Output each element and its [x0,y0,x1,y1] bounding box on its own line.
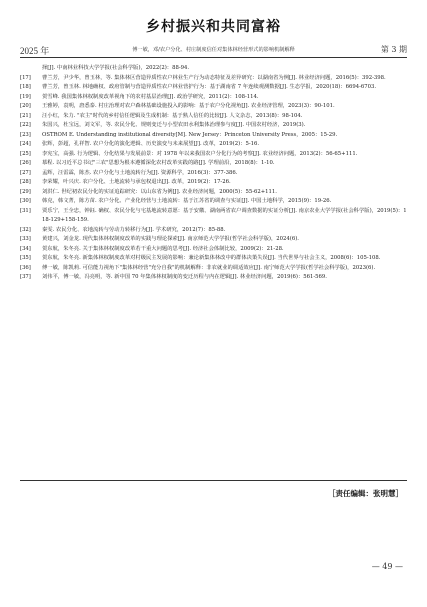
article-title: 傅一敏，邓/农户分化、村庄制度信任对集体林经营形式的影响机制解释 [132,47,295,53]
reference-text: 曹兰芳，尹少华，曾玉林，等. 集体林区营造异质性农户林业生产行为动态特征及差异研究：以湖南省为例[J]. 林业经济问题，2016(5)：392-398. [42,74,386,81]
responsible-editor: ［责任编辑：张明慧］ [328,489,403,498]
reference-number: [24] [20,141,31,147]
reference-text: 秦雯. 农民分化、农地流转与劳动力转移行为[J]. 学术研究，2012(7)：85-88. [42,226,226,233]
reference-number: [21] [20,112,31,119]
reference-item [20,226,407,236]
reference-item [20,131,407,141]
reference-text: 汪小红，朱力. "农主"时代的乡村信任逻辑及生成机制：基于熟人信任的比较[J]. 人文杂志，2013(8)：98-104. [42,112,303,119]
reference-number: [28] [20,179,31,185]
reference-number: [17] [20,74,31,81]
reference-item [20,74,407,84]
header-rule [20,57,407,58]
reference-list [20,64,407,283]
reference-item [20,150,407,160]
reference-text: 张辉，彭超，孔祥智. 农户分化的演化逻辑、历史演变与未来展望[J]. 改革，2019(2)：5-16. [42,141,260,147]
reference-text: OSTROM E. Understanding institutional diversity[M]. New Jersey：Princeton University Press，2005：15-29. [42,131,338,138]
journal-title: 乡村振兴和共同富裕 [146,19,281,35]
reference-text: 黄建兴，刘金龙. 现代集体林权制度改革的实践与理论探索[J]. 南京师范大学学报(哲学社会科学版)，2024(6). [42,236,299,242]
reference-text: 刘伟平，傅一敏，冯亮明，等. 新中国 70 年集体林权制度的变迁历程与内在逻辑[J]. 林业经济问题，2019(6)：561-569. [42,274,327,280]
issue-number: 第 3 期 [380,45,407,54]
reference-number: [36] [20,264,31,271]
reference-item [20,235,407,245]
reference-number: [29] [20,188,31,195]
reference-number: [32] [20,226,31,233]
reference-number: [33] [20,236,31,242]
reference-item [20,112,407,122]
reference-number: [37] [20,274,31,280]
reference-number: [34] [20,245,31,252]
reference-item [20,159,407,169]
journal-year: 2025 年 [20,46,50,56]
reference-item [20,273,407,283]
reference-number: [23] [20,131,31,138]
reference-text: 贺东航，朱冬亮. 关于集体林权制度改革若干重大问题的思考[J]. 经济社会体制比较，2009(2)：21-28. [42,245,284,252]
reference-text: 王雅婷，袁明，唐悉泰. 村庄治理对农户森林基础设施投入的影响：基于农户分化视角[J]. 农业经济管理，2023(3)：90-101. [42,103,335,109]
reference-item [20,121,407,131]
reference-number: [27] [20,169,31,176]
reference-number: [26] [20,160,31,166]
reference-item [20,169,407,179]
reference-number: [20] [20,103,31,109]
reference-item [20,254,407,264]
reference-number: [22] [20,122,31,128]
reference-number: [25] [20,150,31,157]
reference-text: 曹兰芳，曾玉林. 林地确权、政府管制与营造异质性农户林业营护行为：基于湖南省 7 年连续观测数据[J]. 生态学报，2020(18)：6694-6703. [42,84,377,90]
reference-item [20,140,407,150]
reference-text: 韩克，韩文菁，陈方苗. 农户分化、产业化经营与土地流转：基于江苏省的调查与实证[J]. 中国土地科学，2015(9)：19-26. [42,198,332,204]
footer-rule [20,480,407,481]
reference-text: 李宪宝，高强. 行为逻辑、分化结果与发展前景：对 1978 年以来我国农户分化行为的考察[J]. 农业经济问题，2013(2)：56-65+111. [42,150,358,157]
page-number: — 49 — [371,562,403,571]
reference-number: [18] [20,84,31,90]
reference-number: [30] [20,198,31,204]
reference-item [20,93,407,103]
reference-text: 贾乐宁，王全忠，钟鈺. 确权、农民分化与宅基地流转意愿：基于安徽、湖南两省农户调查数据的实证分析[J]. 南京农业大学学报(社会科学版)，2019(5)：118-129+158-159. [42,207,407,223]
reference-text: 朱国兴，杜宝远，刘文军，等. 农民分化、规则变迁与小型农田水利集体治理参与度[J]. 中国农村经济，2019(3). [42,122,306,128]
reference-item [20,188,407,198]
reference-text: 贺东航，朱冬亮. 新集体林权制度改革对村级民主发展的影响：兼论新集体林改中的群体决策失误[J]. 当代世界与社会主义，2008(6)：105-108. [42,255,381,261]
reference-number: [19] [20,93,31,100]
running-header [20,44,407,56]
reference-item [20,207,407,226]
reference-number: [31] [20,207,31,214]
reference-item [20,178,407,188]
reference-item [20,64,407,74]
reference-text: 李荣耀，叶兴庆. 农户分化、土地流转与承包权退出[J]. 改革，2019(2)：17-26. [42,179,231,185]
reference-item [20,83,407,93]
reference-text: 孟辉，汪雷霖，陈杰. 农户分化与土地流转行为[J]. 资源科学，2016(3)：377-386. [42,169,238,176]
reference-text: 贺雪峰. 我国集体林权制度改革视角下的农村基层治理[J]. 政治学研究，2011(2)：108-114. [42,93,259,100]
reference-item [20,197,407,207]
reference-text: 傅一敏，陈凯莉. 可信能力视角下"集体林经营"充分自我"的机制解释：非农就业的调适效应[J]. 南宁师范大学学报(哲学社会科学版)，2023(6). [42,264,376,271]
reference-text: 择[J]. 中南林业科技大学学报(社会科学版)，2022(2)：88-94. [42,65,190,71]
reference-item [20,102,407,112]
reference-item [20,245,407,255]
reference-number: [35] [20,255,31,261]
reference-text: 慕程. 以习近平总书记"三农"思想为根本遵循深化农村改革实践的路[J]. 学理前沿，2018(8)：1-10. [42,160,275,166]
reference-text: 刘洪仁. 世纪初农民分化的实证追踪研究：以山东省为例[J]. 农业经济问题，2000(5)：55-62+111. [42,188,277,195]
reference-item [20,264,407,274]
